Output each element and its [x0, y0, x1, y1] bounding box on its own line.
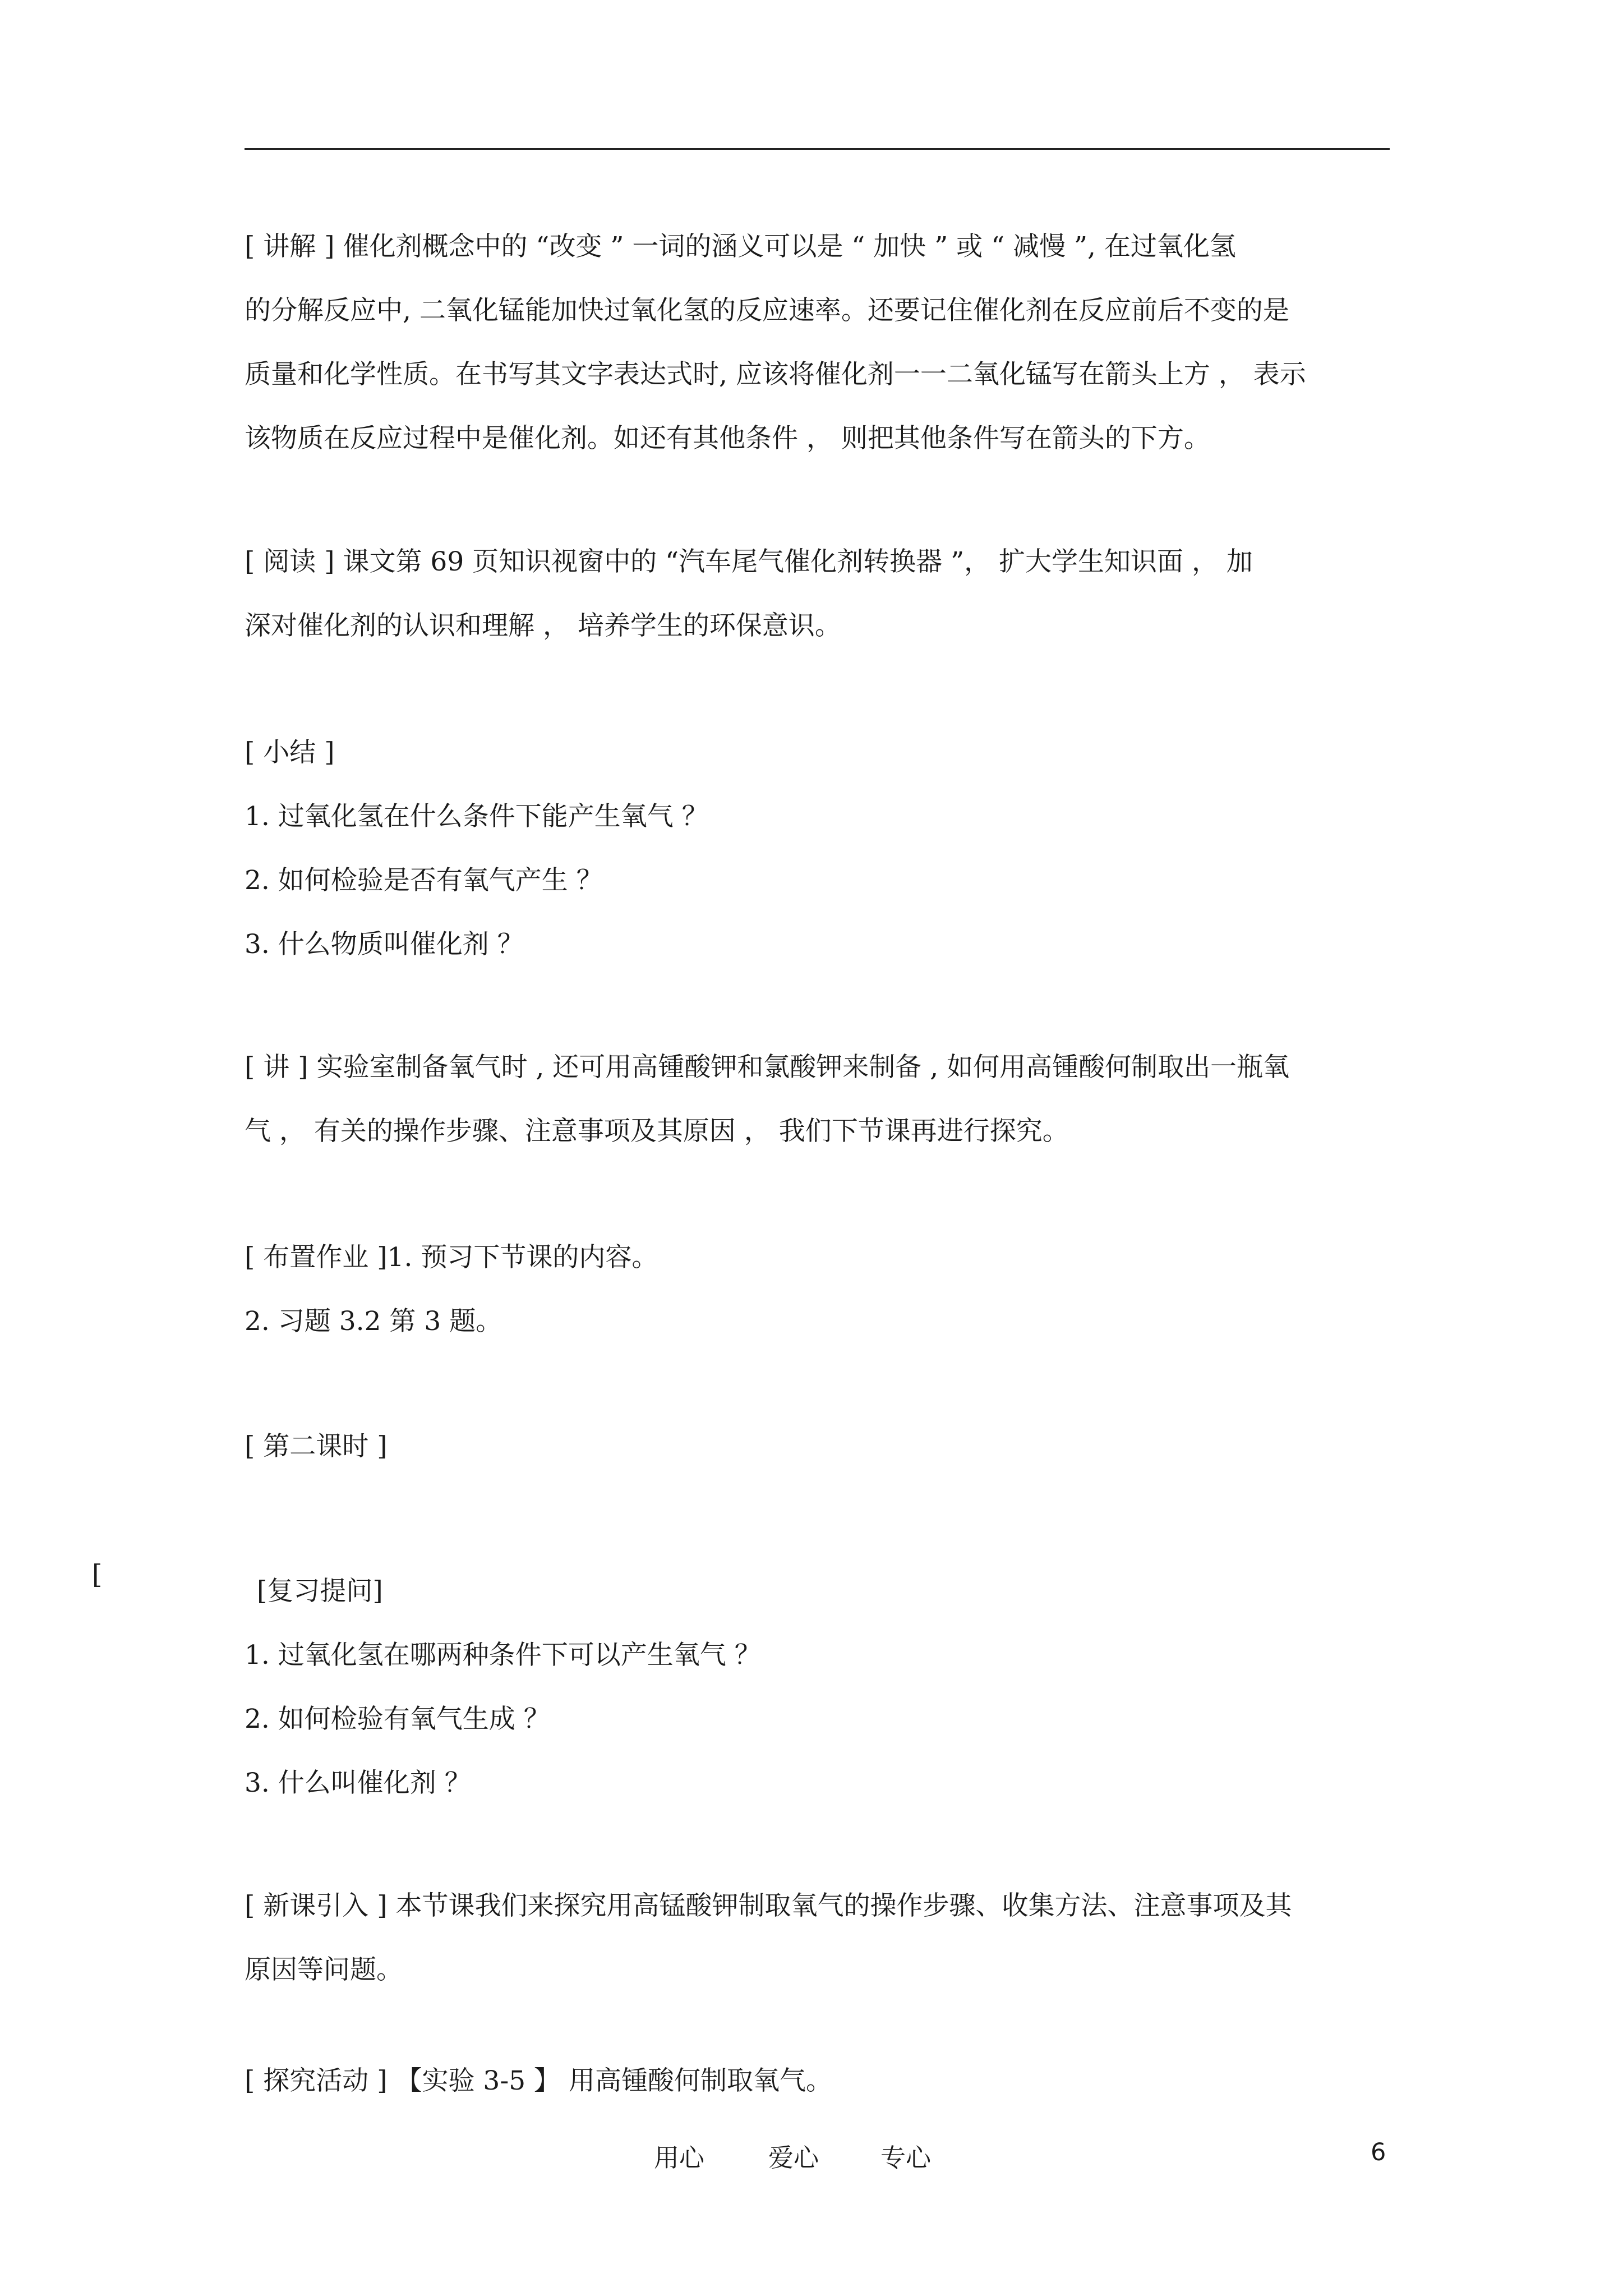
text-line: [ 讲解 ] 催化剂概念中的 “改变 ” 一词的涵义可以是 “ 加快 ” 或 “ 减慢 ”, 在过氧化氢	[245, 231, 1236, 262]
text-line: [ 布置作业 ]1. 预习下节课的内容。	[245, 1242, 658, 1273]
text-line: 原因等问题。	[245, 1954, 403, 1985]
footer-text: 爱心	[768, 2143, 819, 2173]
page-number: 6	[1371, 2138, 1386, 2166]
text-line: [ 探究活动 ] 【实验 3-5 】 用高锺酸何制取氧气。	[245, 2065, 832, 2096]
text-line: [复习提问]	[257, 1576, 383, 1607]
text-line: 质量和化学性质。在书写其文字表达式时, 应该将催化剂一一二氧化锰写在箭头上方 ， 表示	[245, 359, 1306, 390]
footer-text: 用心	[654, 2143, 705, 2173]
list-item: 1. 过氧化氢在哪两种条件下可以产生氧气 ？	[245, 1640, 761, 1671]
text-line: 的分解反应中, 二氧化锰能加快过氧化氢的反应速率。还要记住催化剂在反应前后不变的是	[245, 295, 1289, 326]
paragraph-reading	[245, 530, 1400, 658]
footer-text: 专心	[880, 2143, 932, 2173]
paragraph-summary	[245, 721, 1400, 977]
paragraph-activity	[245, 2064, 1400, 2098]
list-item: 2. 如何检验有氧气生成 ？	[245, 1704, 550, 1734]
list-item: 2. 如何检验是否有氧气产生 ？	[245, 865, 603, 896]
text-line: [ 讲 ] 实验室制备氧气时 , 还可用高锺酸钾和氯酸钾来制备 , 如何用高锺酸何制取出一瓶氧	[245, 1052, 1290, 1083]
section-heading-second-lesson	[245, 1415, 1400, 1479]
text-line: [ 第二课时 ]	[245, 1431, 388, 1462]
text-line: 深对催化剂的认识和理解 ， 培养学生的环保意识。	[245, 610, 841, 641]
paragraph-explain	[245, 1036, 1400, 1163]
header-rule	[245, 148, 1390, 150]
stray-bracket: [	[92, 1559, 103, 1590]
paragraph-new-lesson	[245, 1874, 1400, 2002]
paragraph-review	[245, 1559, 1400, 1815]
text-line: [ 阅读 ] 课文第 69 页知识视窗中的 “汽车尾气催化剂转换器 ”， 扩大学生知识面 ， 加	[245, 546, 1253, 577]
paragraph-homework	[245, 1226, 1400, 1354]
list-item: 1. 过氧化氢在什么条件下能产生氧气 ？	[245, 801, 708, 832]
list-item: 2. 习题 3.2 第 3 题。	[245, 1306, 502, 1337]
paragraph-lecture	[245, 215, 1400, 471]
list-item: 3. 什么叫催化剂 ？	[245, 1768, 471, 1798]
list-item: 3. 什么物质叫催化剂 ？	[245, 929, 524, 960]
text-line: 该物质在反应过程中是催化剂。如还有其他条件 ， 则把其他条件写在箭头的下方。	[245, 423, 1210, 454]
text-line: [ 小结 ]	[245, 737, 335, 768]
text-line: 气 ， 有关的操作步骤、注意事项及其原因 ， 我们下节课再进行探究。	[245, 1116, 1069, 1147]
text-line: [ 新课引入 ] 本节课我们来探究用高锰酸钾制取氧气的操作步骤、收集方法、注意事项及其	[245, 1890, 1292, 1921]
